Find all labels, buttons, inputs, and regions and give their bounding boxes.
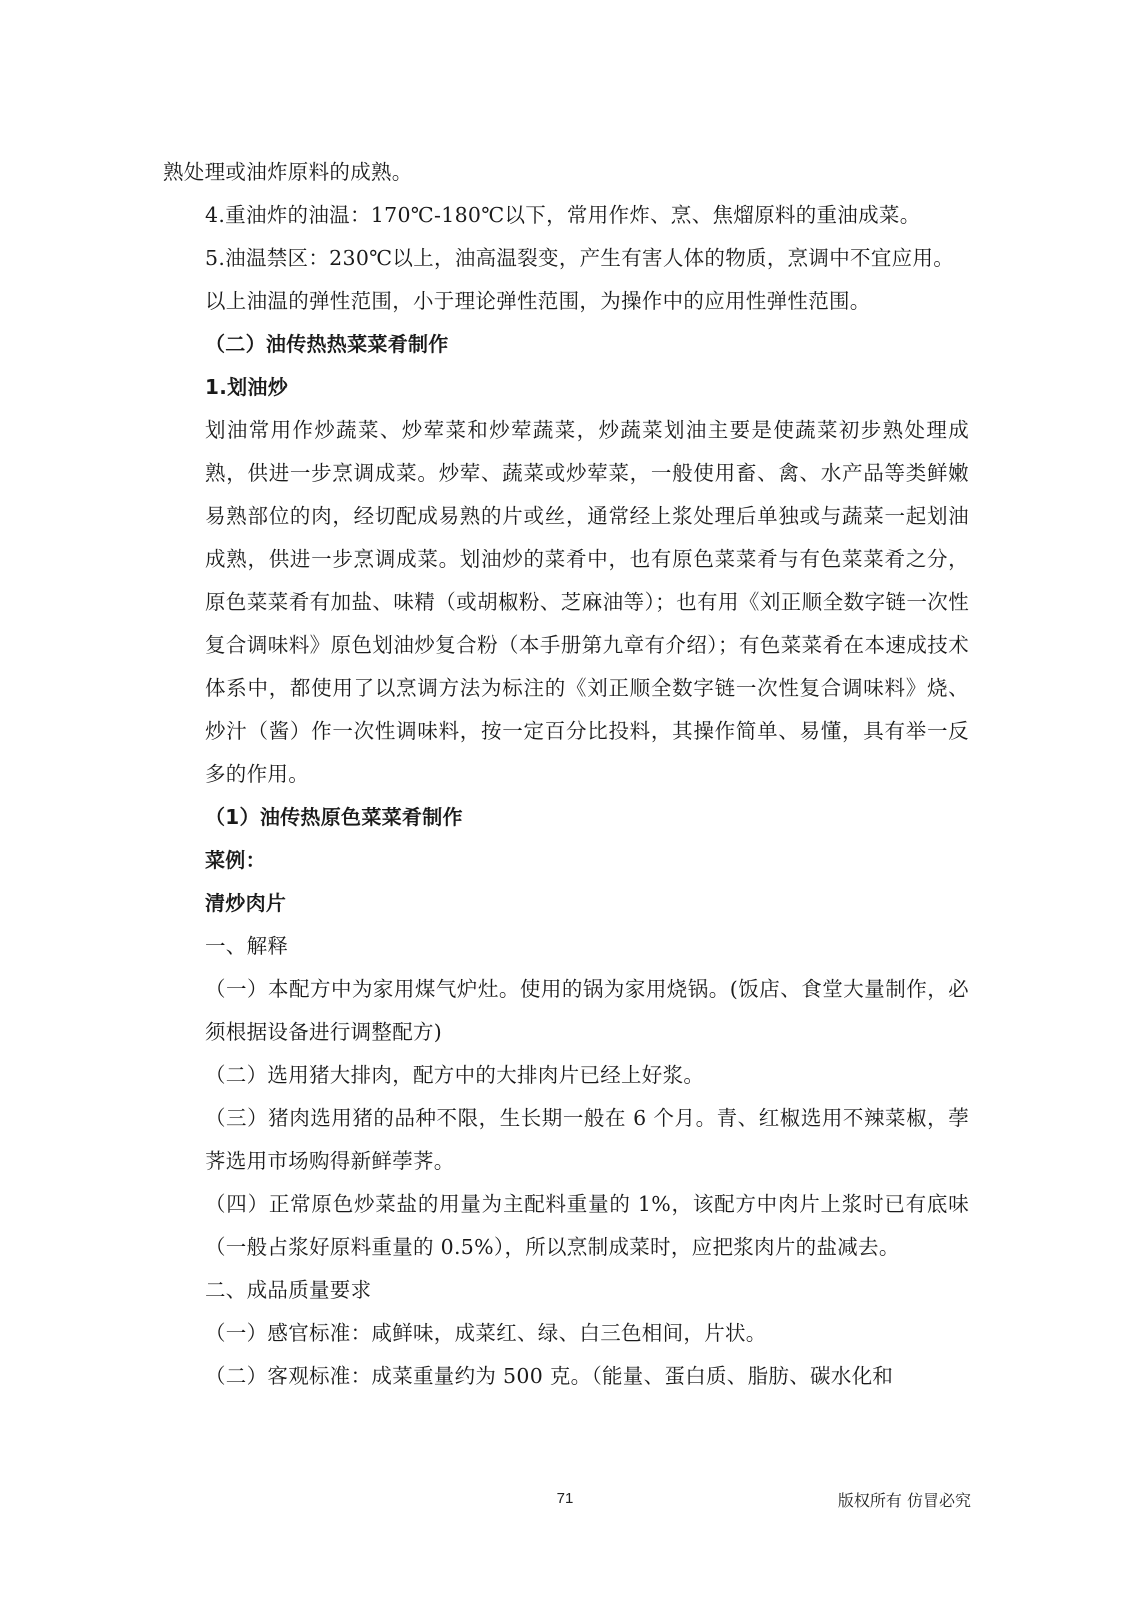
text-line: 以上油温的弹性范围，小于理论弹性范围，为操作中的应用性弹性范围。 — [205, 289, 871, 313]
text-line: 4.重油炸的油温：170℃-180℃以下，常用作炸、烹、焦熘原料的重油成菜。 — [205, 203, 921, 227]
paragraph: （一）本配方中为家用煤气炉灶。使用的锅为家用烧锅。(饭店、食堂大量制作，必须根据设备进行调整配方) — [205, 977, 969, 1044]
subsection-heading: 1.划油炒 — [205, 375, 289, 399]
page-number: 71 — [556, 1490, 574, 1507]
paragraph: （三）猪肉选用猪的品种不限，生长期一般在 6 个月。青、红椒选用不辣菜椒，荸荠选用市场购得新鲜荸荠。 — [205, 1106, 969, 1173]
paragraph: 划油常用作炒蔬菜、炒荤菜和炒荤蔬菜，炒蔬菜划油主要是使蔬菜初步熟处理成熟，供进一步烹调成菜。炒荤、蔬菜或炒荤菜，一般使用畜、禽、水产品等类鲜嫩易熟部位的肉，经切配成易熟的片或丝，通常经上浆处理后单独或与蔬菜一起划油成熟，供进一步烹调成菜。划油炒的菜肴中，也有原色菜菜肴与有色菜菜肴之分，原色菜菜肴有加盐、味精（或胡椒粉、芝麻油等）；也有用《刘正顺全数字链一次性复合调味料》原色划油炒复合粉（本手册第九章有介绍）；有色菜菜肴在本速成技术体系中，都使用了以烹调方法为标注的《刘正顺全数字链一次性复合调味料》烧、炒汁（酱）作一次性调味料，按一定百分比投料，其操作简单、易懂，具有举一反多的作用。 — [205, 418, 969, 786]
section-heading: （二）油传热热菜菜肴制作 — [205, 332, 449, 356]
text-line: （二）选用猪大排肉，配方中的大排肉片已经上好浆。 — [205, 1063, 705, 1087]
text-line: （一）感官标准：咸鲜味，成菜红、绿、白三色相间，片状。 — [205, 1321, 767, 1345]
text-line: 一、解释 — [205, 934, 289, 958]
text-line: （二）客观标准：成菜重量约为 500 克。（能量、蛋白质、脂肪、碳水化和 — [205, 1364, 894, 1388]
text-line: 二、成品质量要求 — [205, 1278, 372, 1302]
subsection-heading: （1）油传热原色菜菜肴制作 — [205, 805, 463, 829]
text-line: 熟处理或油炸原料的成熟。 — [163, 160, 413, 184]
paragraph: （四）正常原色炒菜盐的用量为主配料重量的 1%，该配方中肉片上浆时已有底味（一般占浆好原料重量的 0.5%），所以烹制成菜时，应把浆肉片的盐减去。 — [205, 1192, 969, 1259]
example-label: 菜例： — [205, 848, 266, 872]
page-body — [163, 151, 969, 1398]
copyright-notice: 版权所有 仿冒必究 — [837, 1491, 971, 1510]
recipe-title: 清炒肉片 — [205, 891, 287, 915]
paragraph: 5.油温禁区：230℃以上，油高温裂变，产生有害人体的物质，烹调中不宜应用。 — [205, 246, 955, 270]
